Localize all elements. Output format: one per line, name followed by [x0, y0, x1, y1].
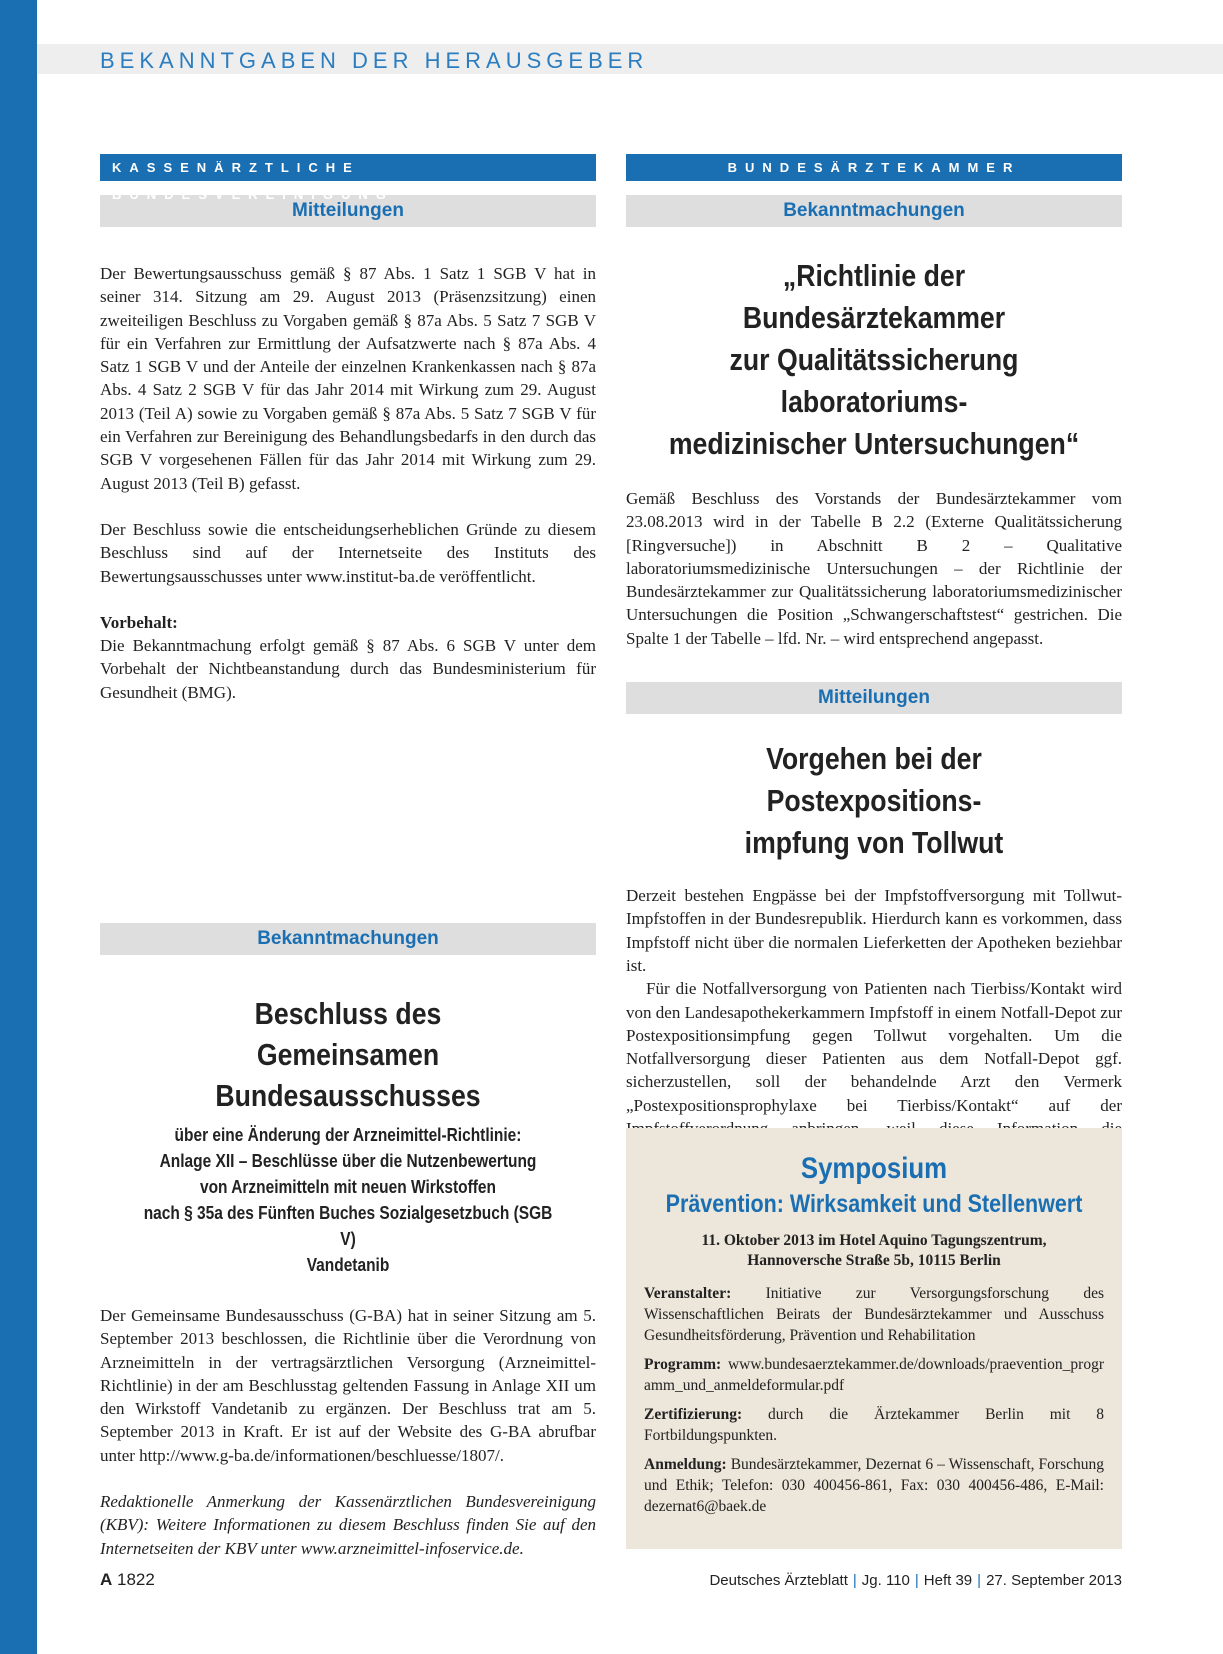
symposium-veranstalter — [644, 1283, 1104, 1346]
symposium-date-line-1: 11. Oktober 2013 im Hotel Aquino Tagungszentrum, — [701, 1232, 1047, 1249]
kbv-editorial-note: Redaktionelle Anmerkung der Kassenärztlichen Bundesvereinigung (KBV): Weitere Informationen zu diesem Beschluss finden Sie auf den Internetseiten der KBV unter www.arzneimittel-infoservice.de. — [100, 1492, 596, 1558]
gba-subheadline-3: von Arzneimitteln mit neuen Wirkstoffen — [199, 1177, 497, 1197]
journal-info: Deutsches Ärzteblatt | Jg. 110 | Heft 39 | 27. September 2013 — [709, 1572, 1122, 1589]
veranstalter-text: Initiative zur Versorgungsforschung des Wissenschaftlichen Beirats der Bundesärztekammer und Ausschuss Gesundheitsförderung, Prävention und Rehabilitation — [644, 1285, 1104, 1344]
symposium-programm — [644, 1354, 1104, 1396]
symposium-box — [626, 1128, 1122, 1549]
baek-headline-line-2: zur Qualitätssicherung laboratoriums- — [729, 342, 1019, 419]
left-column-bottom — [100, 923, 596, 1560]
journal-issue: Heft 39 — [923, 1572, 973, 1589]
veranstalter-label: Veranstalter: — [644, 1285, 732, 1302]
tollwut-headline-line-1: Vorgehen bei der Postexpositions- — [766, 741, 982, 819]
symposium-anmeldung — [644, 1454, 1104, 1517]
gba-headline-line-1: Beschluss des — [254, 996, 442, 1031]
gba-subheadline-2: Anlage XII – Beschlüsse über die Nutzenbewertung — [159, 1151, 537, 1171]
zertifizierung-text: durch die Ärztekammer Berlin mit 8 Fortbildungspunkten. — [644, 1406, 1105, 1444]
tollwut-paragraph-2: Für die Notfallversorgung von Patienten nach Tierbiss/Kontakt wird von den Landesapothekerkammern Impfstoff in einem Notfall-Depot zur Postexpositionsimpfung gegen Tollwut vorgehalten. Um die Notfallversorgung dieser Patienten aus dem Notfall-Depot ggf. sicherzustellen, soll der behandelnde Arzt den Vermerk „Postexpositionsprophylaxe bei Tierbiss/Kontakt“ auf der — [626, 979, 1122, 1115]
tollwut-paragraph-1: Derzeit bestehen Engpässe bei der Impfstoffversorgung mit Tollwut-Impfstoffen in der Bundesrepublik. Hierdurch kann es vorkommen, dass Impfstoff nicht über die normalen Lieferketten der Apotheken beziehbar ist. — [626, 886, 1122, 975]
gba-paragraph: Der Gemeinsame Bundesausschuss (G-BA) hat in seiner Sitzung am 5. September 2013 beschlossen, die Richtlinie über die Verordnung von Arzneimitteln in der vertragsärztlichen Versorgung (Arzneimittel-Richtlinie) in der am Beschlusstag geltenden Fassung in Anlage XII um den Wirkstoff Vandetanib zu ergänzen. Der Beschluss trat am 5. September 2013 in Kraft. Er ist auf der Website des G-BA abrufbar unter http://www.g-ba.de/informationen/beschluesse/1807/. — [100, 1306, 596, 1465]
page-number — [100, 1570, 155, 1590]
gba-bekanntmachungen-heading: Bekanntmachungen — [100, 923, 596, 955]
tollwut-headline-line-2: impfung von Tollwut — [744, 825, 1004, 861]
gba-headline-line-2: Gemeinsamen Bundesausschusses — [215, 1037, 481, 1113]
kbv-mitteilungen-heading: Mitteilungen — [100, 195, 596, 227]
symposium-title: Symposium — [800, 1152, 948, 1185]
baek-paragraph: Gemäß Beschluss des Vorstands der Bundesärztekammer vom 23.08.2013 wird in der Tabelle B 2.2 (Externe Qualitätssicherung [Ringversuche]) in Abschnitt B 2 – Qualitative laboratoriumsmedizinische Untersuchungen – der Richtlinie der Bundesärztekammer zur Qualitätssicherung laboratoriumsmedizinischer Untersuchungen die Position „Schwangerschaftstest“ gestrichen. Die Spalte 1 der Tabelle – lfd. Nr. – wird entsprechend angepasst. — [626, 489, 1122, 648]
journal-date: 27. September 2013 — [986, 1572, 1122, 1589]
gba-subheadline-1: über eine Änderung der Arzneimittel-Richtlinie: — [174, 1125, 522, 1145]
baek-bar: BUNDESÄRZTEKAMMER — [626, 154, 1122, 181]
baek-headline-line-3: medizinischer Untersuchungen“ — [668, 426, 1080, 461]
gba-subheadline-5: Vandetanib — [306, 1255, 390, 1275]
kbv-bar: KASSENÄRZTLICHE BUNDESVEREINIGUNG — [100, 154, 596, 181]
programm-label: Programm: — [644, 1356, 722, 1373]
zertifizierung-label: Zertifizierung: — [644, 1406, 743, 1423]
symposium-subtitle: Prävention: Wirksamkeit und Stellenwert — [665, 1190, 1083, 1218]
symposium-zertifizierung — [644, 1404, 1104, 1446]
symposium-date-line-2: Hannoversche Straße 5b, 10115 Berlin — [747, 1252, 1001, 1269]
journal-volume: Jg. 110 — [861, 1572, 910, 1589]
baek-headline-line-1: „Richtlinie der Bundesärztekammer — [742, 258, 1006, 335]
kbv-paragraph-3: Die Bekanntmachung erfolgt gemäß § 87 Abs. 6 SGB V unter dem Vorbehalt der Nichtbeanstandung durch das Bundesministerium für Gesundheit (BMG). — [100, 636, 596, 702]
section-title: BEKANNTGABEN DER HERAUSGEBER — [100, 48, 649, 73]
anmeldung-text: Bundesärztekammer, Dezernat 6 – Wissenschaft, Forschung und Ethik; Telefon: 030 400456-861, Fax: 030 400456-486, E-Mail: dezernat6@baek.de — [644, 1456, 1104, 1515]
right-column — [626, 154, 1122, 1187]
journal-name: Deutsches Ärzteblatt — [709, 1572, 848, 1589]
baek-bekanntmachungen-heading: Bekanntmachungen — [626, 195, 1122, 227]
page-number-value: 1822 — [117, 1570, 155, 1589]
baek-mitteilungen-heading: Mitteilungen — [626, 682, 1122, 714]
kbv-paragraph-1: Der Bewertungsausschuss gemäß § 87 Abs. 1 Satz 1 SGB V hat in seiner 314. Sitzung am 29. August 2013 (Präsenzsitzung) einen zweiteiligen Beschluss zu Vorgaben gemäß § 87a Abs. 5 Satz 7 SGB V für ein Verfahren zur Ermittlung der Aufsatzwerte nach § 87a Abs. 4 Satz 1 SGB V und der Anteile der einzelnen Krankenkassen nach § 87a Abs. 4 Satz 2 SGB V für das Jahr 2014 mit Wirkung zum 29. August 2013 (Teil A) sowie zu Vorgaben gemäß § 87a Abs. 5 Satz 7 SGB V für ein Verfahren zur Bereinigung des Behandlungsbedarfs in den durch das SGB V vorgesehenen Fällen für das Jahr 2014 mit Wirkung zum 29. August 2013 (Teil B) gefasst. — [100, 264, 596, 493]
left-accent-stripe — [0, 0, 37, 1654]
anmeldung-label: Anmeldung: — [644, 1456, 727, 1473]
page-prefix: A — [100, 1570, 113, 1589]
programm-link[interactable]: www.bundesaerztekammer.de/downloads/praevention_programm_und_anmeldeformular.pdf — [644, 1356, 1104, 1394]
gba-subheadline-4: nach § 35a des Fünften Buches Sozialgesetzbuch (SGB V) — [143, 1203, 553, 1249]
vorbehalt-label: Vorbehalt: — [100, 612, 178, 632]
kbv-paragraph-2: Der Beschluss sowie die entscheidungserheblichen Gründe zu diesem Beschluss sind auf der Internetseite des Instituts des Bewertungsausschusses unter www.institut-ba.de veröffentlicht. — [100, 519, 596, 586]
left-column-top — [100, 154, 596, 704]
